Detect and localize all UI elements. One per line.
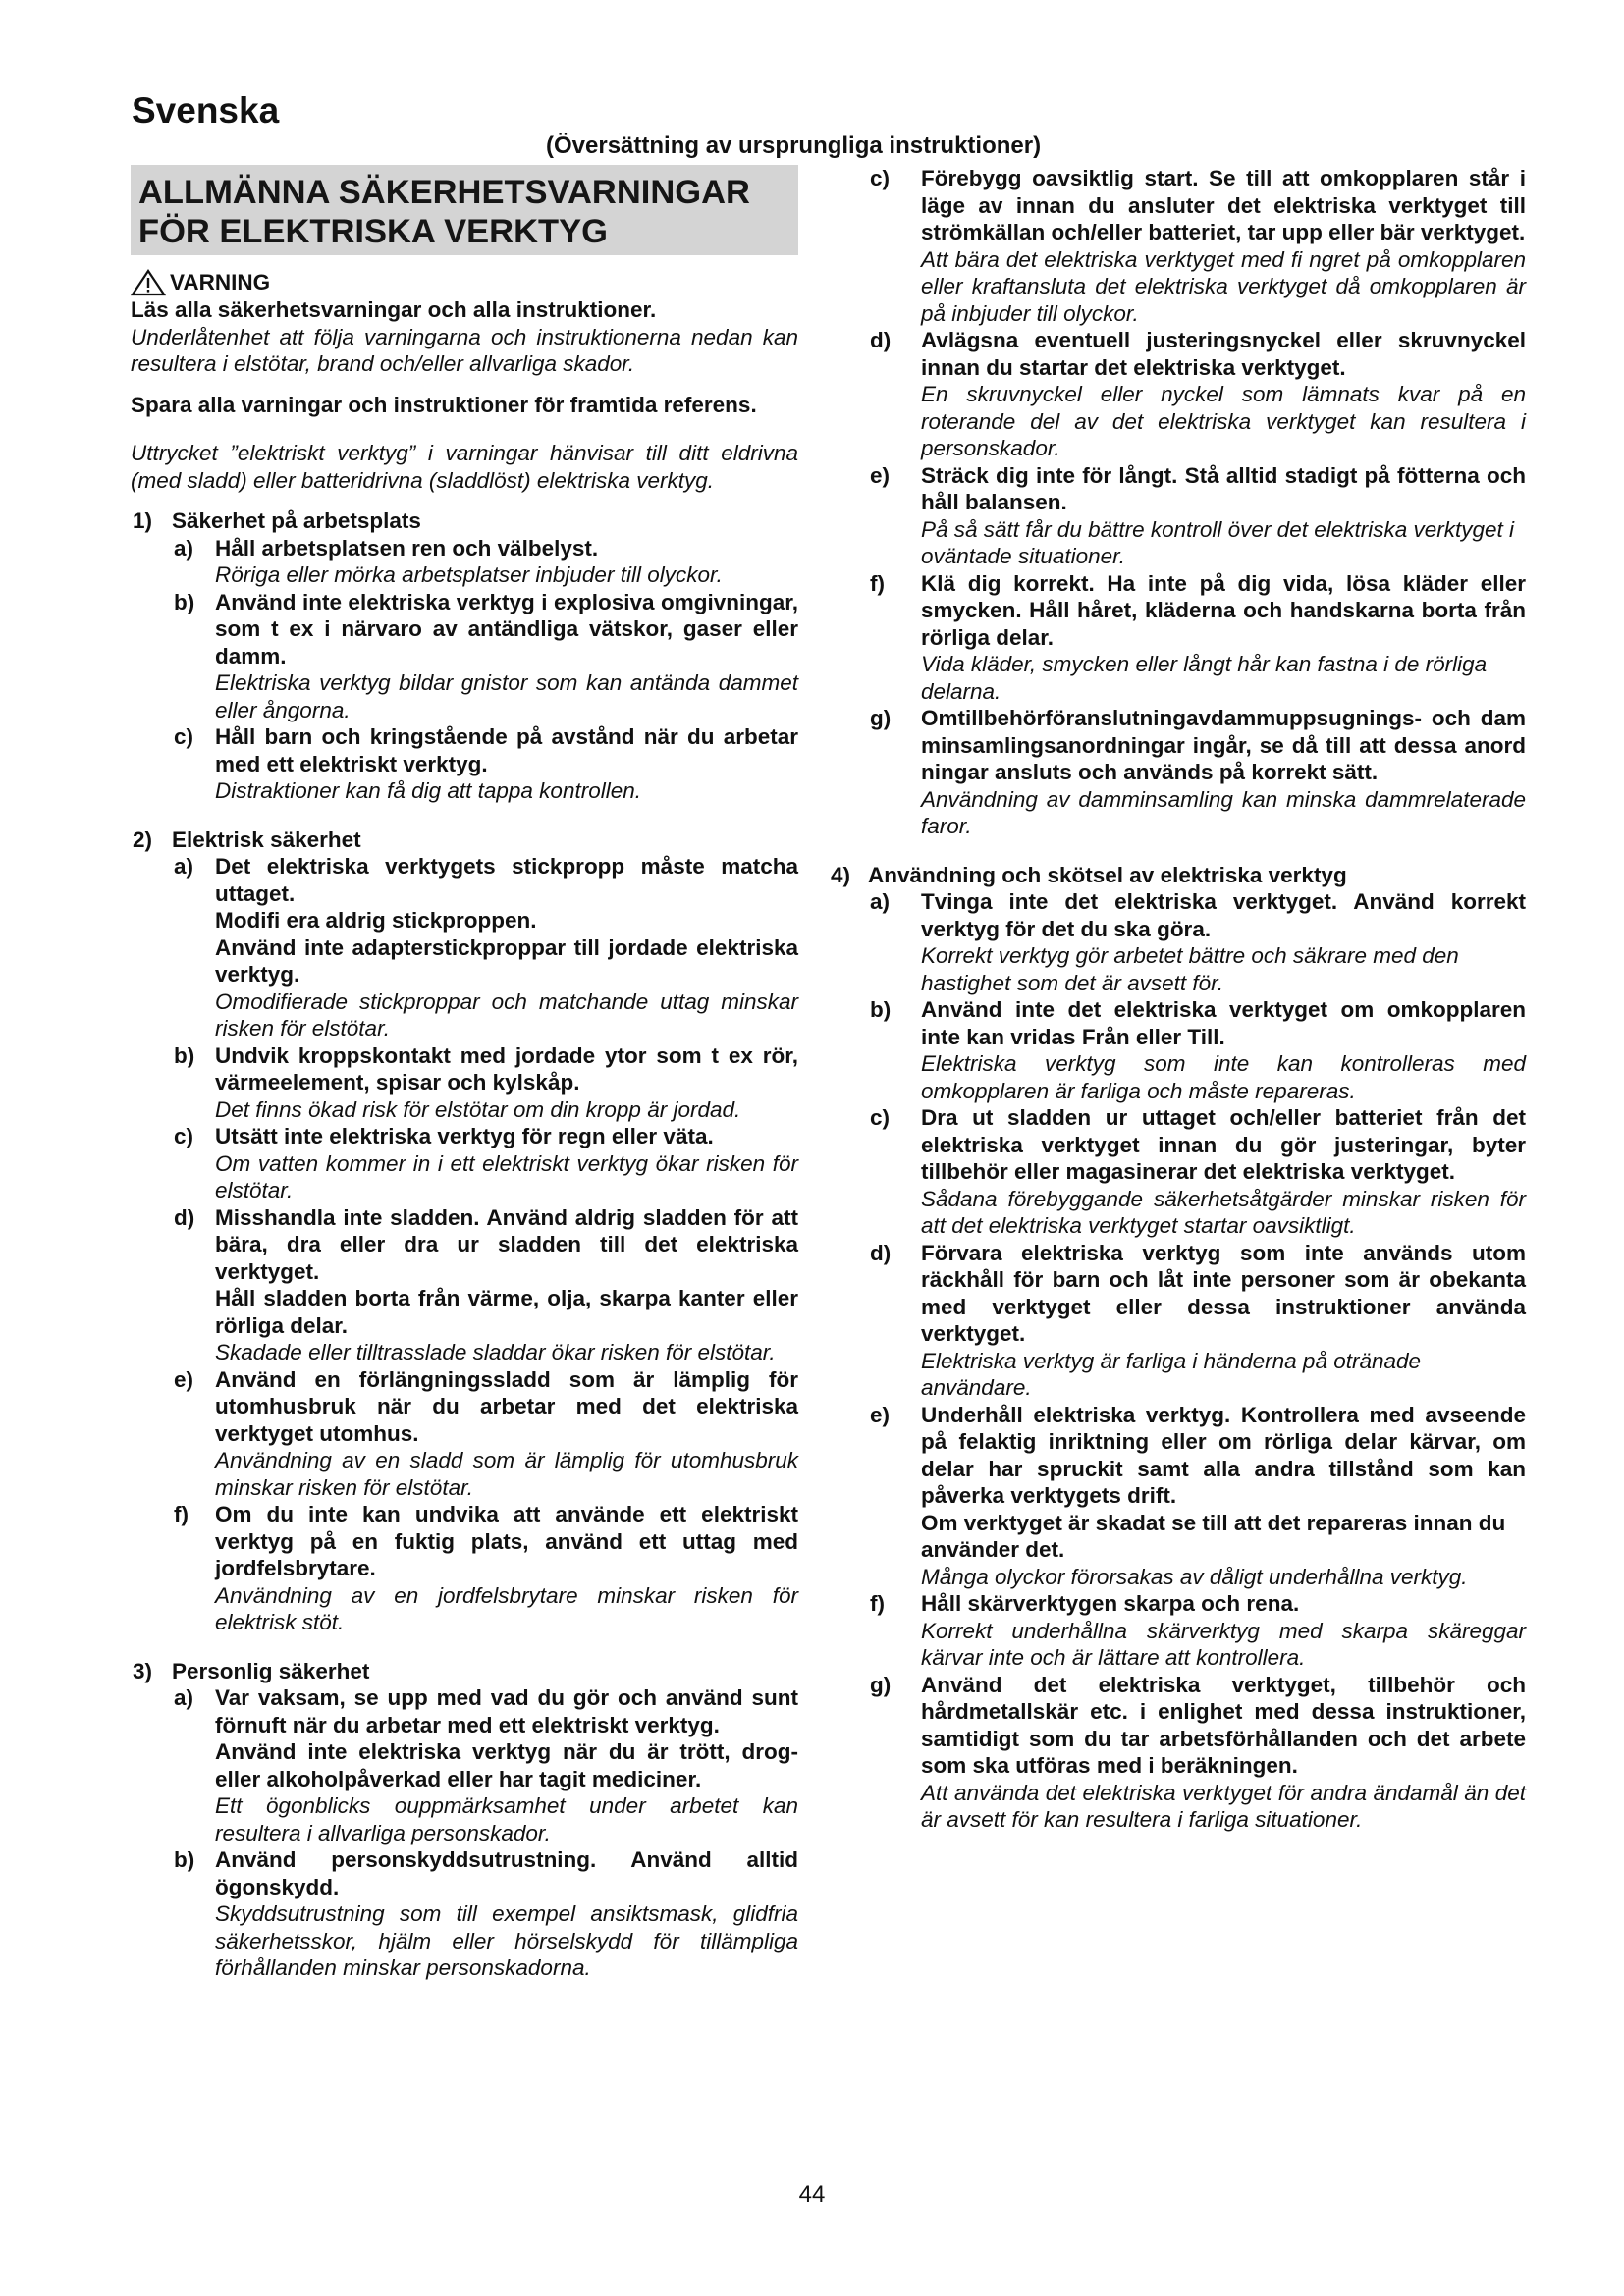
list-item: d) Förvara elektriska verktyg som inte används utom räckhåll för barn och låt inte personer som är obekanta med verktyget eller dessa instruktioner använda verktyget.	[870, 1240, 1526, 1346]
item-continuation: Modifi era aldrig stickproppen.	[215, 908, 537, 933]
list-item: c) Håll barn och kringstående på avstånd när du arbetar med ett elektriskt verktyg.	[174, 724, 798, 776]
list-item: a) Tvinga inte det elektriska verktyget. Använd korrekt verktyg för det du ska göra.	[870, 889, 1526, 941]
item-note: Vida kläder, smycken eller långt hår kan fastna i de rörliga delarna.	[921, 652, 1488, 704]
list-item: b) Undvik kroppskontakt med jordade ytor som t ex rör, värmeelement, spisar och kylskåp.	[174, 1042, 798, 1095]
item-note: Att bära det elektriska verktyget med fi ngret på omkopplaren eller kraftansluta det elektriska verktyget då omkopplaren är på inbjuder till olyckor.	[921, 246, 1526, 326]
main-heading-line-1: ALLMÄNNA SÄKERHETSVARNINGAR	[138, 174, 750, 211]
item-continuation: Håll sladden borta från värme, olja, skarpa kanter eller rörliga delar.	[215, 1286, 798, 1338]
item-note: Många olyckor förorsakas av dåligt underhållna verktyg.	[921, 1564, 1468, 1589]
item-continuation: Använd inte adapterstickproppar till jordade elektriska verktyg.	[215, 934, 798, 987]
item-note: Ett ögonblicks ouppmärksamhet under arbetet kan resultera i allvarliga personskador.	[215, 1793, 798, 1845]
list-item: a) Det elektriska verktygets stickpropp måste matcha uttaget.	[174, 854, 798, 906]
item-note: Elektriska verktyg är farliga i händerna på otränade användare.	[921, 1348, 1422, 1400]
right-column	[823, 165, 1526, 1834]
list-item: b) Använd personskyddsutrustning. Använd alltid ögonskydd.	[174, 1847, 798, 1899]
item-note: På så sätt får du bättre kontroll över det elektriska verktyget i oväntade situationer.	[921, 516, 1515, 568]
list-item: c) Utsätt inte elektriska verktyg för regn eller väta.	[174, 1124, 714, 1148]
definition-text: Uttrycket ”elektriskt verktyg” i varningar hänvisar till ditt eldrivna (med sladd) eller batteridrivna (sladdlöst) elektriska verktyg.	[131, 441, 798, 493]
list-item: e) Sträck dig inte för långt. Stå alltid stadigt på fötterna och håll balansen.	[870, 462, 1526, 514]
item-note: Användning av en jordfelsbrytare minskar risken för elektrisk stöt.	[215, 1582, 798, 1634]
item-note: En skruvnyckel eller nyckel som lämnats kvar på en roterande del av det elektriska verktyget kan resultera i personskador.	[921, 382, 1526, 460]
item-note: Elektriska verktyg bildar gnistor som kan antända dammet eller ångorna.	[215, 670, 798, 722]
main-heading-box	[131, 165, 798, 255]
list-item: c) Förebygg oavsiktlig start. Se till att omkopplaren står i läge av innan du ansluter det elektriska verktyget till strömkällan och/eller batteriet, tar upp eller bär verktyget.	[870, 166, 1526, 244]
item-note: Användning av en sladd som är lämplig för utomhusbruk minskar risken för elstötar.	[215, 1448, 798, 1500]
warning-bold-text: Läs alla säkerhetsvarningar och alla instruktioner.	[131, 297, 657, 322]
section-2-heading: 2) Elektrisk säkerhet	[133, 827, 361, 852]
section-1-heading: 1) Säkerhet på arbetsplats	[133, 508, 421, 533]
list-item: b) Använd inte det elektriska verktyget om omkopplaren inte kan vridas Från eller Till.	[870, 997, 1526, 1049]
list-item: d) Misshandla inte sladden. Använd aldrig sladden för att bära, dra eller dra ur sladden till det elektriska verktyget.	[174, 1204, 798, 1284]
list-item: a) Var vaksam, se upp med vad du gör och använd sunt förnuft när du arbetar med ett elektriskt verktyg.	[174, 1685, 798, 1737]
item-note: Elektriska verktyg som inte kan kontrolleras med omkopplaren är farliga och måste repareras.	[921, 1051, 1526, 1103]
item-note: Skyddsutrustning som till exempel ansiktsmask, glidfria säkerhetsskor, hjälm eller hörselskydd för tillämpliga förhållanden minskar personskadorna.	[215, 1901, 798, 1980]
left-column	[131, 165, 798, 1982]
item-note: Omodifierade stickproppar och matchande uttag minskar risken för elstötar.	[215, 988, 798, 1041]
item-note: Sådana förebyggande säkerhetsåtgärder minskar risken för att det elektriska verktyget startar oavsiktligt.	[921, 1186, 1526, 1238]
item-note: Att använda det elektriska verktyget för andra ändamål än det är avsett för kan resultera i farliga situationer.	[921, 1780, 1526, 1832]
list-item: a) Håll arbetsplatsen ren och välbelyst.	[174, 535, 599, 561]
save-instructions-text: Spara alla varningar och instruktioner för framtida referens.	[131, 392, 757, 417]
translation-subtitle: (Översättning av ursprungliga instruktioner)	[546, 133, 1042, 159]
section-3-heading: 3) Personlig säkerhet	[133, 1658, 370, 1683]
item-note: Distraktioner kan få dig att tappa kontrollen.	[215, 778, 641, 803]
list-item: d) Avlägsna eventuell justeringsnyckel eller skruvnyckel innan du startar det elektriska verktyget.	[870, 328, 1526, 380]
item-note: Röriga eller mörka arbetsplatser inbjuder till olyckor.	[215, 562, 723, 587]
list-item: c) Dra ut sladden ur uttaget och/eller batteriet från det elektriska verktyget innan du gör justeringar, byter tillbehör eller magasinerar det elektriska verktyget.	[870, 1105, 1526, 1184]
warning-label-row	[131, 269, 798, 296]
warning-italic-text: Underlåtenhet att följa varningarna och instruktionerna nedan kan resultera i elstötar, brand och/eller allvarliga skador.	[131, 324, 798, 376]
item-note: Skadade eller tilltrasslade sladdar ökar risken för elstötar.	[215, 1340, 776, 1364]
item-note: Korrekt underhållna skärverktyg med skarpa skäreggar kärvar inte och är lättare att kontrollera.	[921, 1618, 1526, 1670]
warning-label: VARNING	[170, 270, 271, 295]
main-heading-line-2: FÖR ELEKTRISKA VERKTYG	[138, 213, 608, 250]
list-item: f) Klä dig korrekt. Ha inte på dig vida, lösa kläder eller smycken. Håll håret, kläderna och handskarna borta från rörliga delar.	[870, 570, 1526, 650]
section-4-heading: 4) Användning och skötsel av elektriska verktyg	[831, 862, 1347, 887]
page-number: 44	[798, 2181, 826, 2208]
language-title: Svenska	[132, 90, 280, 131]
item-continuation: Om verktyget är skadat se till att det repareras innan du använder det.	[921, 1510, 1506, 1562]
warning-triangle-icon	[131, 269, 166, 296]
list-item: g) Omtillbehörföranslutningavdammuppsugnings- och damminsamlingsanordningar ingår, se då till att dessa anordningar ansluts och används på korrekt sätt.	[870, 706, 1526, 784]
item-continuation: Använd inte elektriska verktyg när du är trött, drog- eller alkoholpåverkad eller har tagit mediciner.	[215, 1739, 798, 1791]
list-item: f) Om du inte kan undvika att använde ett elektriskt verktyg på en fuktig plats, använd ett uttag med jordfelsbrytare.	[174, 1502, 798, 1580]
list-item: e) Använd en förlängningssladd som är lämplig för utomhusbruk när du arbetar med det elektriska verktyget utomhus.	[174, 1366, 798, 1446]
item-note: Korrekt verktyg gör arbetet bättre och säkrare med den hastighet som det är avsett för.	[921, 943, 1459, 995]
item-note: Det finns ökad risk för elstötar om din kropp är jordad.	[215, 1096, 741, 1122]
item-note: Om vatten kommer in i ett elektriskt verktyg ökar risken för elstötar.	[215, 1150, 798, 1202]
item-note: Användning av damminsamling kan minska dammrelaterade faror.	[921, 786, 1526, 838]
list-item: f) Håll skärverktygen skarpa och rena.	[870, 1591, 1300, 1616]
list-item: e) Underhåll elektriska verktyg. Kontrollera med avseende på felaktig inriktning eller om rörliga delar kärvar, om delar har spruckit samt alla andra tillstånd som kan påverka verktygets drift.	[870, 1402, 1526, 1508]
list-item: g) Använd det elektriska verktyget, tillbehör och hårdmetallskär etc. i enlighet med dessa instruktioner, samtidigt som du tar arbetsförhållanden och det arbete som ska utföras med i beräkningen.	[870, 1672, 1526, 1778]
list-item: b) Använd inte elektriska verktyg i explosiva omgivningar, som t ex i närvaro av antändliga vätskor, gaser eller damm.	[174, 589, 798, 668]
